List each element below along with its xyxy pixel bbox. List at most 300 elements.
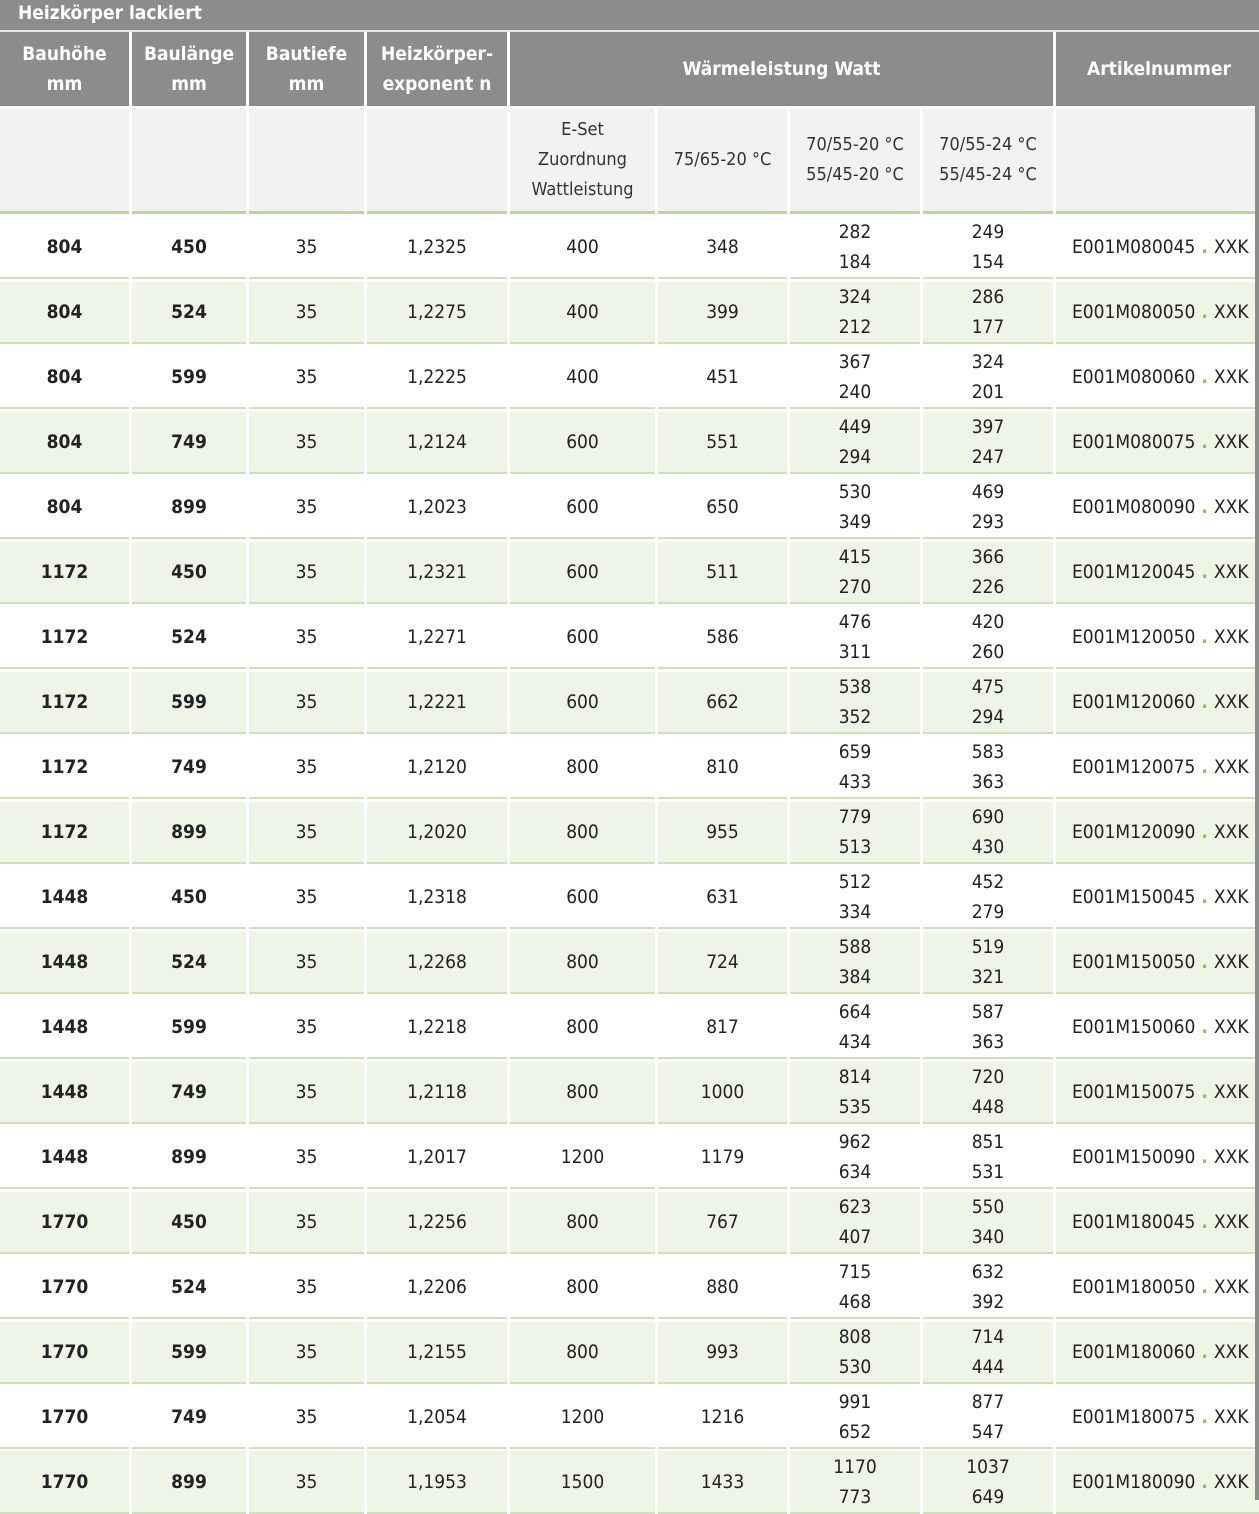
article-number: E001M150050 (1072, 950, 1196, 973)
watt-70-55-24: 690 (971, 805, 1005, 828)
cell-watt-70-55-24 (923, 932, 1053, 995)
watt-pair (839, 672, 872, 732)
cell-exponent: 1,2268 (367, 932, 507, 995)
watt-70-55-24: 550 (971, 1195, 1005, 1218)
watt-70-55-20: 715 (838, 1260, 872, 1283)
watt-55-45-24: 444 (971, 1355, 1005, 1378)
cell-eset: 400 (510, 347, 655, 410)
watt-55-45-24: 392 (971, 1290, 1005, 1313)
article-color-code: XXK (1213, 1015, 1249, 1038)
color-separator-dot: . (1201, 625, 1208, 648)
cell-exponent: 1,2120 (367, 737, 507, 800)
cell-artikelnummer (1056, 412, 1259, 475)
color-separator-dot: . (1201, 366, 1208, 389)
watt-pair (839, 477, 872, 537)
article-color-code: XXK (1213, 1145, 1249, 1168)
cell-watt-70-55-24 (923, 412, 1053, 475)
header-bautiefe-unit: mm (288, 73, 325, 95)
cell-eset: 400 (510, 282, 655, 345)
subheader-t2-line1: 70/55-20 °C (806, 133, 904, 155)
cell-bautiefe: 35 (249, 1387, 364, 1450)
watt-55-45-24: 293 (971, 511, 1005, 534)
cell-exponent: 1,2118 (367, 1062, 507, 1125)
cell-watt-75-65: 1000 (658, 1062, 787, 1125)
cell-bauhoehe: 804 (0, 477, 129, 540)
watt-55-45-20: 270 (838, 576, 872, 598)
watt-pair (839, 217, 872, 277)
watt-70-55-20: 623 (838, 1195, 872, 1218)
cell-bautiefe: 35 (249, 282, 364, 345)
watt-pair (972, 1127, 1005, 1187)
watt-55-45-24: 294 (971, 705, 1005, 728)
cell-artikelnummer (1056, 607, 1259, 670)
article-number: E001M080090 (1072, 496, 1196, 519)
watt-70-55-20: 659 (838, 740, 872, 763)
watt-pair (839, 737, 872, 797)
watt-70-55-20: 512 (838, 870, 872, 893)
article-color-code: XXK (1213, 950, 1249, 973)
subheader-empty-1 (0, 108, 129, 214)
color-separator-dot: . (1201, 1210, 1208, 1233)
cell-baulaenge: 749 (132, 412, 246, 475)
watt-70-55-20: 991 (838, 1390, 872, 1413)
cell-bautiefe: 35 (249, 672, 364, 735)
subheader-eset-line1: E-Set (561, 118, 604, 140)
cell-baulaenge: 749 (132, 737, 246, 800)
cell-eset: 800 (510, 1322, 655, 1385)
watt-pair (839, 1127, 872, 1187)
article-color-code: XXK (1213, 625, 1249, 648)
color-separator-dot: . (1201, 1470, 1208, 1493)
watt-pair (839, 997, 872, 1057)
watt-pair (839, 1062, 872, 1122)
subheader-t3-line1: 70/55-24 °C (939, 133, 1037, 155)
subheader-empty-4 (367, 108, 507, 214)
watt-55-45-24: 154 (971, 251, 1005, 274)
watt-70-55-20: 538 (838, 675, 872, 698)
article-number: E001M080045 (1072, 236, 1196, 259)
cell-watt-70-55-20 (790, 477, 920, 540)
cell-bautiefe: 35 (249, 1062, 364, 1125)
cell-watt-70-55-20 (790, 867, 920, 930)
cell-bauhoehe: 1770 (0, 1387, 129, 1450)
cell-artikelnummer (1056, 997, 1259, 1060)
cell-baulaenge: 899 (132, 1451, 246, 1514)
watt-pair (972, 217, 1005, 277)
article-number: E001M180045 (1072, 1210, 1196, 1233)
article-color-code: XXK (1213, 561, 1249, 583)
watt-pair (839, 282, 872, 342)
watt-pair (972, 802, 1005, 862)
cell-exponent: 1,2225 (367, 347, 507, 410)
watt-55-45-20: 434 (838, 1030, 872, 1053)
cell-watt-70-55-24 (923, 737, 1053, 800)
header-baulaenge-label: Baulänge (143, 43, 235, 65)
cell-bautiefe: 35 (249, 542, 364, 605)
article-color-code: XXK (1213, 431, 1249, 454)
cell-bauhoehe: 1770 (0, 1451, 129, 1514)
subheader-eset (510, 108, 655, 214)
article-number: E001M120075 (1072, 755, 1196, 778)
watt-55-45-24: 363 (971, 770, 1005, 793)
watt-55-45-20: 407 (838, 1225, 872, 1248)
watt-55-45-24: 363 (971, 1030, 1005, 1053)
watt-70-55-24: 249 (971, 221, 1005, 244)
article-number: E001M180050 (1072, 1275, 1196, 1298)
subheader-t3 (923, 108, 1053, 214)
color-separator-dot: . (1201, 1015, 1208, 1038)
watt-70-55-20: 449 (838, 416, 872, 439)
cell-baulaenge: 524 (132, 932, 246, 995)
watt-70-55-24: 851 (971, 1130, 1005, 1153)
cell-bautiefe: 35 (249, 347, 364, 410)
cell-eset: 800 (510, 1192, 655, 1255)
cell-artikelnummer (1056, 1127, 1259, 1190)
cell-bauhoehe: 804 (0, 282, 129, 345)
cell-exponent: 1,2206 (367, 1257, 507, 1320)
watt-55-45-20: 535 (838, 1095, 872, 1118)
header-exponent-line2: exponent n (382, 73, 492, 95)
cell-bautiefe: 35 (249, 1451, 364, 1514)
watt-70-55-24: 519 (971, 935, 1005, 958)
cell-watt-70-55-20 (790, 217, 920, 280)
article-number: E001M150075 (1072, 1080, 1196, 1103)
watt-55-45-24: 547 (971, 1420, 1005, 1443)
cell-bauhoehe: 1448 (0, 997, 129, 1060)
watt-pair (839, 607, 872, 667)
watt-70-55-24: 324 (971, 351, 1005, 374)
article-number: E001M080050 (1072, 301, 1196, 324)
cell-artikelnummer (1056, 282, 1259, 345)
cell-bauhoehe: 1172 (0, 607, 129, 670)
cell-eset: 800 (510, 1062, 655, 1125)
cell-artikelnummer (1056, 1451, 1259, 1514)
subheader-empty-2 (132, 108, 246, 214)
cell-watt-70-55-20 (790, 412, 920, 475)
cell-watt-70-55-24 (923, 1451, 1053, 1514)
article-number: E001M120090 (1072, 820, 1196, 843)
article-color-code: XXK (1213, 1340, 1249, 1363)
cell-bautiefe: 35 (249, 737, 364, 800)
cell-watt-75-65: 880 (658, 1257, 787, 1320)
cell-watt-70-55-24 (923, 1062, 1053, 1125)
cell-bauhoehe: 804 (0, 347, 129, 410)
cell-watt-75-65: 1216 (658, 1387, 787, 1450)
article-color-code: XXK (1213, 1470, 1249, 1493)
watt-55-45-20: 652 (838, 1420, 872, 1443)
cell-watt-75-65: 767 (658, 1192, 787, 1255)
watt-55-45-20: 530 (838, 1355, 872, 1378)
article-number: E001M150060 (1072, 1015, 1196, 1038)
watt-70-55-24: 286 (971, 286, 1005, 309)
cell-exponent: 1,1953 (367, 1451, 507, 1514)
article-number: E001M180090 (1072, 1470, 1196, 1493)
watt-55-45-20: 349 (838, 511, 872, 534)
cell-watt-70-55-24 (923, 347, 1053, 410)
article-number: E001M080075 (1072, 431, 1196, 454)
cell-watt-70-55-20 (790, 1451, 920, 1514)
watt-pair (972, 1322, 1005, 1382)
watt-pair (839, 802, 872, 862)
cell-baulaenge: 899 (132, 477, 246, 540)
cell-watt-75-65: 551 (658, 412, 787, 475)
article-number: E001M150090 (1072, 1145, 1196, 1168)
color-separator-dot: . (1201, 690, 1208, 713)
watt-55-45-20: 352 (838, 705, 872, 728)
cell-artikelnummer (1056, 737, 1259, 800)
watt-70-55-24: 366 (971, 546, 1005, 568)
watt-55-45-20: 384 (838, 965, 872, 988)
article-color-code: XXK (1213, 1405, 1249, 1428)
cell-baulaenge: 599 (132, 672, 246, 735)
cell-artikelnummer (1056, 672, 1259, 735)
article-color-code: XXK (1213, 301, 1249, 324)
cell-eset: 1200 (510, 1127, 655, 1190)
header-exponent-line1: Heizkörper- (380, 43, 494, 65)
watt-55-45-20: 311 (838, 640, 872, 663)
watt-70-55-20: 415 (838, 546, 872, 568)
cell-watt-70-55-24 (923, 1192, 1053, 1255)
watt-55-45-20: 773 (838, 1485, 872, 1508)
watt-70-55-20: 962 (838, 1130, 872, 1153)
cell-watt-75-65: 662 (658, 672, 787, 735)
watt-70-55-24: 475 (971, 675, 1005, 698)
cell-baulaenge: 599 (132, 347, 246, 410)
cell-watt-70-55-20 (790, 282, 920, 345)
cell-watt-75-65: 348 (658, 217, 787, 280)
color-separator-dot: . (1201, 1405, 1208, 1428)
cell-exponent: 1,2023 (367, 477, 507, 540)
cell-bauhoehe: 1448 (0, 867, 129, 930)
watt-pair (972, 737, 1005, 797)
cell-bauhoehe: 1172 (0, 672, 129, 735)
article-color-code: XXK (1213, 1210, 1249, 1233)
cell-bauhoehe: 1448 (0, 1127, 129, 1190)
article-color-code: XXK (1213, 1275, 1249, 1298)
color-separator-dot: . (1201, 496, 1208, 519)
header-bautiefe-label: Bautiefe (265, 43, 348, 65)
cell-watt-70-55-20 (790, 1257, 920, 1320)
cell-baulaenge: 749 (132, 1062, 246, 1125)
cell-bautiefe: 35 (249, 217, 364, 280)
article-number: E001M180060 (1072, 1340, 1196, 1363)
cell-bauhoehe: 1770 (0, 1192, 129, 1255)
cell-watt-70-55-24 (923, 282, 1053, 345)
cell-artikelnummer (1056, 1062, 1259, 1125)
subheader-empty-9 (1056, 108, 1259, 214)
watt-55-45-20: 468 (838, 1290, 872, 1313)
cell-bauhoehe: 1172 (0, 737, 129, 800)
cell-watt-70-55-24 (923, 542, 1053, 605)
watt-pair (972, 282, 1005, 342)
watt-pair (972, 607, 1005, 667)
cell-watt-70-55-24 (923, 672, 1053, 735)
color-separator-dot: . (1201, 1275, 1208, 1298)
cell-baulaenge: 599 (132, 1322, 246, 1385)
article-color-code: XXK (1213, 755, 1249, 778)
cell-artikelnummer (1056, 1192, 1259, 1255)
watt-70-55-24: 420 (971, 610, 1005, 633)
cell-watt-70-55-20 (790, 1062, 920, 1125)
color-separator-dot: . (1201, 885, 1208, 908)
cell-watt-75-65: 724 (658, 932, 787, 995)
cell-watt-70-55-24 (923, 1387, 1053, 1450)
watt-55-45-24: 279 (971, 900, 1005, 923)
watt-70-55-24: 397 (971, 416, 1005, 439)
watt-55-45-20: 334 (838, 900, 872, 923)
cell-watt-70-55-24 (923, 217, 1053, 280)
cell-bautiefe: 35 (249, 1192, 364, 1255)
cell-eset: 400 (510, 217, 655, 280)
watt-pair (839, 412, 872, 472)
watt-pair (972, 412, 1005, 472)
watt-55-45-24: 531 (971, 1160, 1005, 1183)
watt-pair (839, 1387, 872, 1447)
cell-bauhoehe: 804 (0, 412, 129, 475)
cell-watt-70-55-24 (923, 477, 1053, 540)
subheader-eset-line2: Zuordnung (538, 148, 627, 170)
cell-eset: 600 (510, 867, 655, 930)
cell-watt-70-55-24 (923, 867, 1053, 930)
watt-pair (972, 1192, 1005, 1252)
cell-exponent: 1,2256 (367, 1192, 507, 1255)
cell-watt-70-55-20 (790, 672, 920, 735)
color-separator-dot: . (1201, 1340, 1208, 1363)
cell-watt-70-55-24 (923, 997, 1053, 1060)
cell-watt-75-65: 993 (658, 1322, 787, 1385)
cell-watt-75-65: 511 (658, 542, 787, 605)
color-separator-dot: . (1201, 561, 1208, 583)
cell-eset: 800 (510, 932, 655, 995)
cell-watt-70-55-24 (923, 1257, 1053, 1320)
watt-pair (972, 347, 1005, 407)
article-color-code: XXK (1213, 820, 1249, 843)
cell-exponent: 1,2221 (367, 672, 507, 735)
cell-exponent: 1,2275 (367, 282, 507, 345)
cell-bauhoehe: 1172 (0, 542, 129, 605)
cell-watt-70-55-20 (790, 802, 920, 865)
cell-baulaenge: 524 (132, 1257, 246, 1320)
cell-bauhoehe: 1448 (0, 932, 129, 995)
watt-70-55-20: 530 (838, 481, 872, 504)
watt-55-45-24: 226 (971, 576, 1005, 598)
color-separator-dot: . (1201, 755, 1208, 778)
cell-baulaenge: 524 (132, 282, 246, 345)
watt-pair (839, 1322, 872, 1382)
watt-pair (972, 932, 1005, 992)
cell-bauhoehe: 1770 (0, 1257, 129, 1320)
watt-70-55-20: 476 (838, 610, 872, 633)
cell-bautiefe: 35 (249, 1127, 364, 1190)
right-edge-bar (1255, 32, 1259, 1500)
cell-eset: 800 (510, 802, 655, 865)
cell-baulaenge: 450 (132, 542, 246, 605)
article-number: E001M120050 (1072, 625, 1196, 648)
watt-55-45-24: 260 (971, 640, 1005, 663)
watt-55-45-24: 247 (971, 446, 1005, 469)
cell-watt-75-65: 586 (658, 607, 787, 670)
article-color-code: XXK (1213, 496, 1249, 519)
watt-55-45-24: 201 (971, 381, 1005, 404)
cell-watt-75-65: 399 (658, 282, 787, 345)
cell-eset: 1500 (510, 1451, 655, 1514)
article-color-code: XXK (1213, 1080, 1249, 1103)
cell-bautiefe: 35 (249, 1322, 364, 1385)
cell-artikelnummer (1056, 347, 1259, 410)
watt-pair (839, 1257, 872, 1317)
color-separator-dot: . (1201, 431, 1208, 454)
cell-watt-75-65: 451 (658, 347, 787, 410)
cell-exponent: 1,2325 (367, 217, 507, 280)
cell-exponent: 1,2017 (367, 1127, 507, 1190)
cell-artikelnummer (1056, 802, 1259, 865)
cell-watt-75-65: 1179 (658, 1127, 787, 1190)
cell-watt-70-55-24 (923, 802, 1053, 865)
cell-eset: 600 (510, 542, 655, 605)
header-exponent (367, 32, 507, 106)
watt-pair (972, 997, 1005, 1057)
cell-watt-70-55-20 (790, 737, 920, 800)
cell-artikelnummer (1056, 217, 1259, 280)
cell-bautiefe: 35 (249, 802, 364, 865)
cell-baulaenge: 450 (132, 217, 246, 280)
cell-watt-70-55-20 (790, 607, 920, 670)
header-bauhoehe-label: Bauhöhe (22, 43, 107, 65)
watt-55-45-20: 634 (838, 1160, 872, 1183)
watt-55-45-20: 212 (838, 316, 872, 339)
watt-70-55-20: 814 (838, 1065, 872, 1088)
color-separator-dot: . (1201, 950, 1208, 973)
watt-55-45-24: 649 (971, 1485, 1005, 1508)
watt-pair (839, 1192, 872, 1252)
cell-watt-70-55-20 (790, 1127, 920, 1190)
watt-55-45-24: 340 (971, 1225, 1005, 1248)
cell-exponent: 1,2218 (367, 997, 507, 1060)
cell-exponent: 1,2020 (367, 802, 507, 865)
cell-eset: 800 (510, 1257, 655, 1320)
cell-artikelnummer (1056, 1257, 1259, 1320)
watt-pair (833, 1452, 877, 1512)
color-separator-dot: . (1201, 820, 1208, 843)
cell-bautiefe: 35 (249, 477, 364, 540)
watt-pair (839, 867, 872, 927)
cell-exponent: 1,2124 (367, 412, 507, 475)
cell-baulaenge: 899 (132, 802, 246, 865)
watt-70-55-24: 1037 (966, 1455, 1010, 1478)
cell-watt-70-55-20 (790, 347, 920, 410)
article-number: E001M120060 (1072, 690, 1196, 713)
watt-pair (972, 542, 1005, 602)
watt-55-45-24: 321 (971, 965, 1005, 988)
color-separator-dot: . (1201, 1145, 1208, 1168)
color-separator-dot: . (1201, 1080, 1208, 1103)
subheader-eset-line3: Wattleistung (531, 178, 634, 200)
watt-70-55-24: 632 (971, 1260, 1005, 1283)
cell-watt-75-65: 1433 (658, 1451, 787, 1514)
cell-bauhoehe: 1770 (0, 1322, 129, 1385)
cell-watt-70-55-24 (923, 1322, 1053, 1385)
watt-70-55-20: 664 (838, 1000, 872, 1023)
header-baulaenge-unit: mm (171, 73, 207, 95)
cell-bauhoehe: 1448 (0, 1062, 129, 1125)
cell-exponent: 1,2155 (367, 1322, 507, 1385)
cell-baulaenge: 524 (132, 607, 246, 670)
watt-70-55-20: 779 (838, 805, 872, 828)
header-bauhoehe-unit: mm (46, 73, 83, 95)
cell-bauhoehe: 804 (0, 217, 129, 280)
watt-70-55-24: 877 (971, 1390, 1005, 1413)
article-color-code: XXK (1213, 690, 1249, 713)
